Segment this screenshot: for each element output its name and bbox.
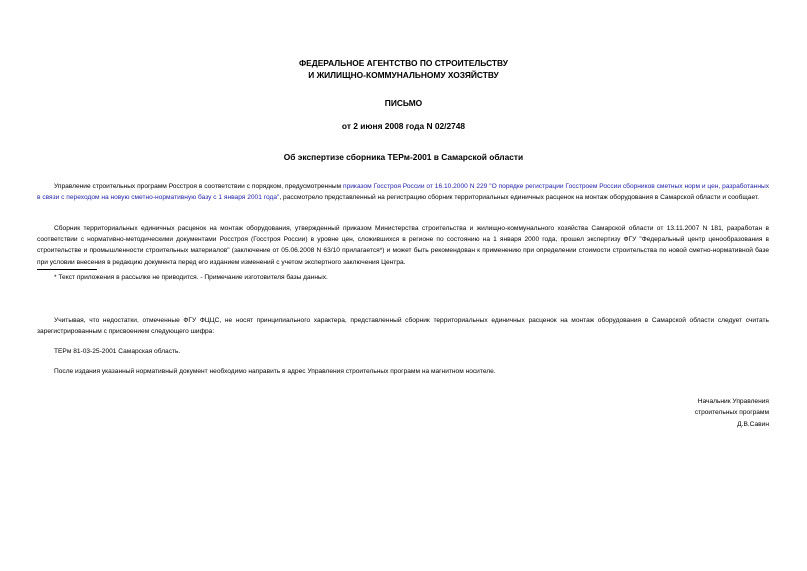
order-title-link[interactable]: "О порядке регистрации Госстроем России сборников сметных норм и цен, разработанных в связи с переходом на новую сметно-нормативную базу с 1 января 2001 года" [37,183,770,202]
document-subject: Об экспертизе сборника ТЕРм-2001 в Самарской области [283,152,524,162]
signature-name: Д.В.Савин [737,420,769,428]
paragraph-1-text-before: Управление строительных программ Росстроя в соответствии с порядком, предусмотренным [54,183,343,190]
order-link[interactable]: приказом Госстроя России от 16.10.2000 N 229 [343,183,488,190]
paragraph-1 [37,181,769,203]
paragraph-5: После издания указанный нормативный документ необходимо направить в адрес Управления строительных программ на магнитном носителе. [54,368,496,375]
agency-line-2: И ЖИЛИЩНО-КОММУНАЛЬНОМУ ХОЗЯЙСТВУ [308,69,499,80]
document-date-number: от 2 июня 2008 года N 02/2748 [341,121,466,131]
paragraph-4: ТЕРм 81-03-25-2001 Самарская область. [54,348,181,355]
agency-line-1: ФЕДЕРАЛЬНОЕ АГЕНТСТВО ПО СТРОИТЕЛЬСТВУ [299,58,508,68]
signature-title-2: строительных программ [694,409,769,417]
paragraph-2: Сборник территориальных единичных расценок на монтаж оборудования, утвержденный приказом Министерства строительства и жилищно-коммунального хозяйства Самарской области от 13.11.2007 N 181, разработан в соответствии с нормативно-методическими документами Росстроя (Госстроя России) в уровне цен, сложившихся в регионе по состоянию на 1 января 2000 года, прошел экспертизу ФГУ "Федеральный центр ценообразования в строительстве и промышленности строительных материалов" (заключение от 05.06.2008 N 63/10 прилагается*) и может быть рекомендован к применению при определении стоимости строительства по новой сметно-нормативной базе при условии внесения в редакцию документа перед его изданием изменений с учетом экспертного заключения Центра. [37,225,769,266]
paragraph-1-text-after: , рассмотрело представленный на регистрацию сборник территориальных единичных расценок на монтаж оборудования в Самарской области и сообщает. [279,194,760,202]
document-type: ПИСЬМО [384,98,423,108]
agency-header [0,58,807,81]
signature-block [695,396,769,430]
signature-title-1: Начальник Управления [697,398,769,405]
paragraph-3: Учитывая, что недостатки, отмеченные ФГУ ФЦЦС, не носят принципиального характера, представленный сборник территориальных единичных расценок на монтаж оборудования в Самарской области следует считать зарегистрированным с присвоением следующего шифра: [37,317,769,336]
footnote: * Текст приложения в рассылке не приводится. - Примечание изготовителя базы данных. [54,274,328,281]
footnote-divider [37,269,97,270]
